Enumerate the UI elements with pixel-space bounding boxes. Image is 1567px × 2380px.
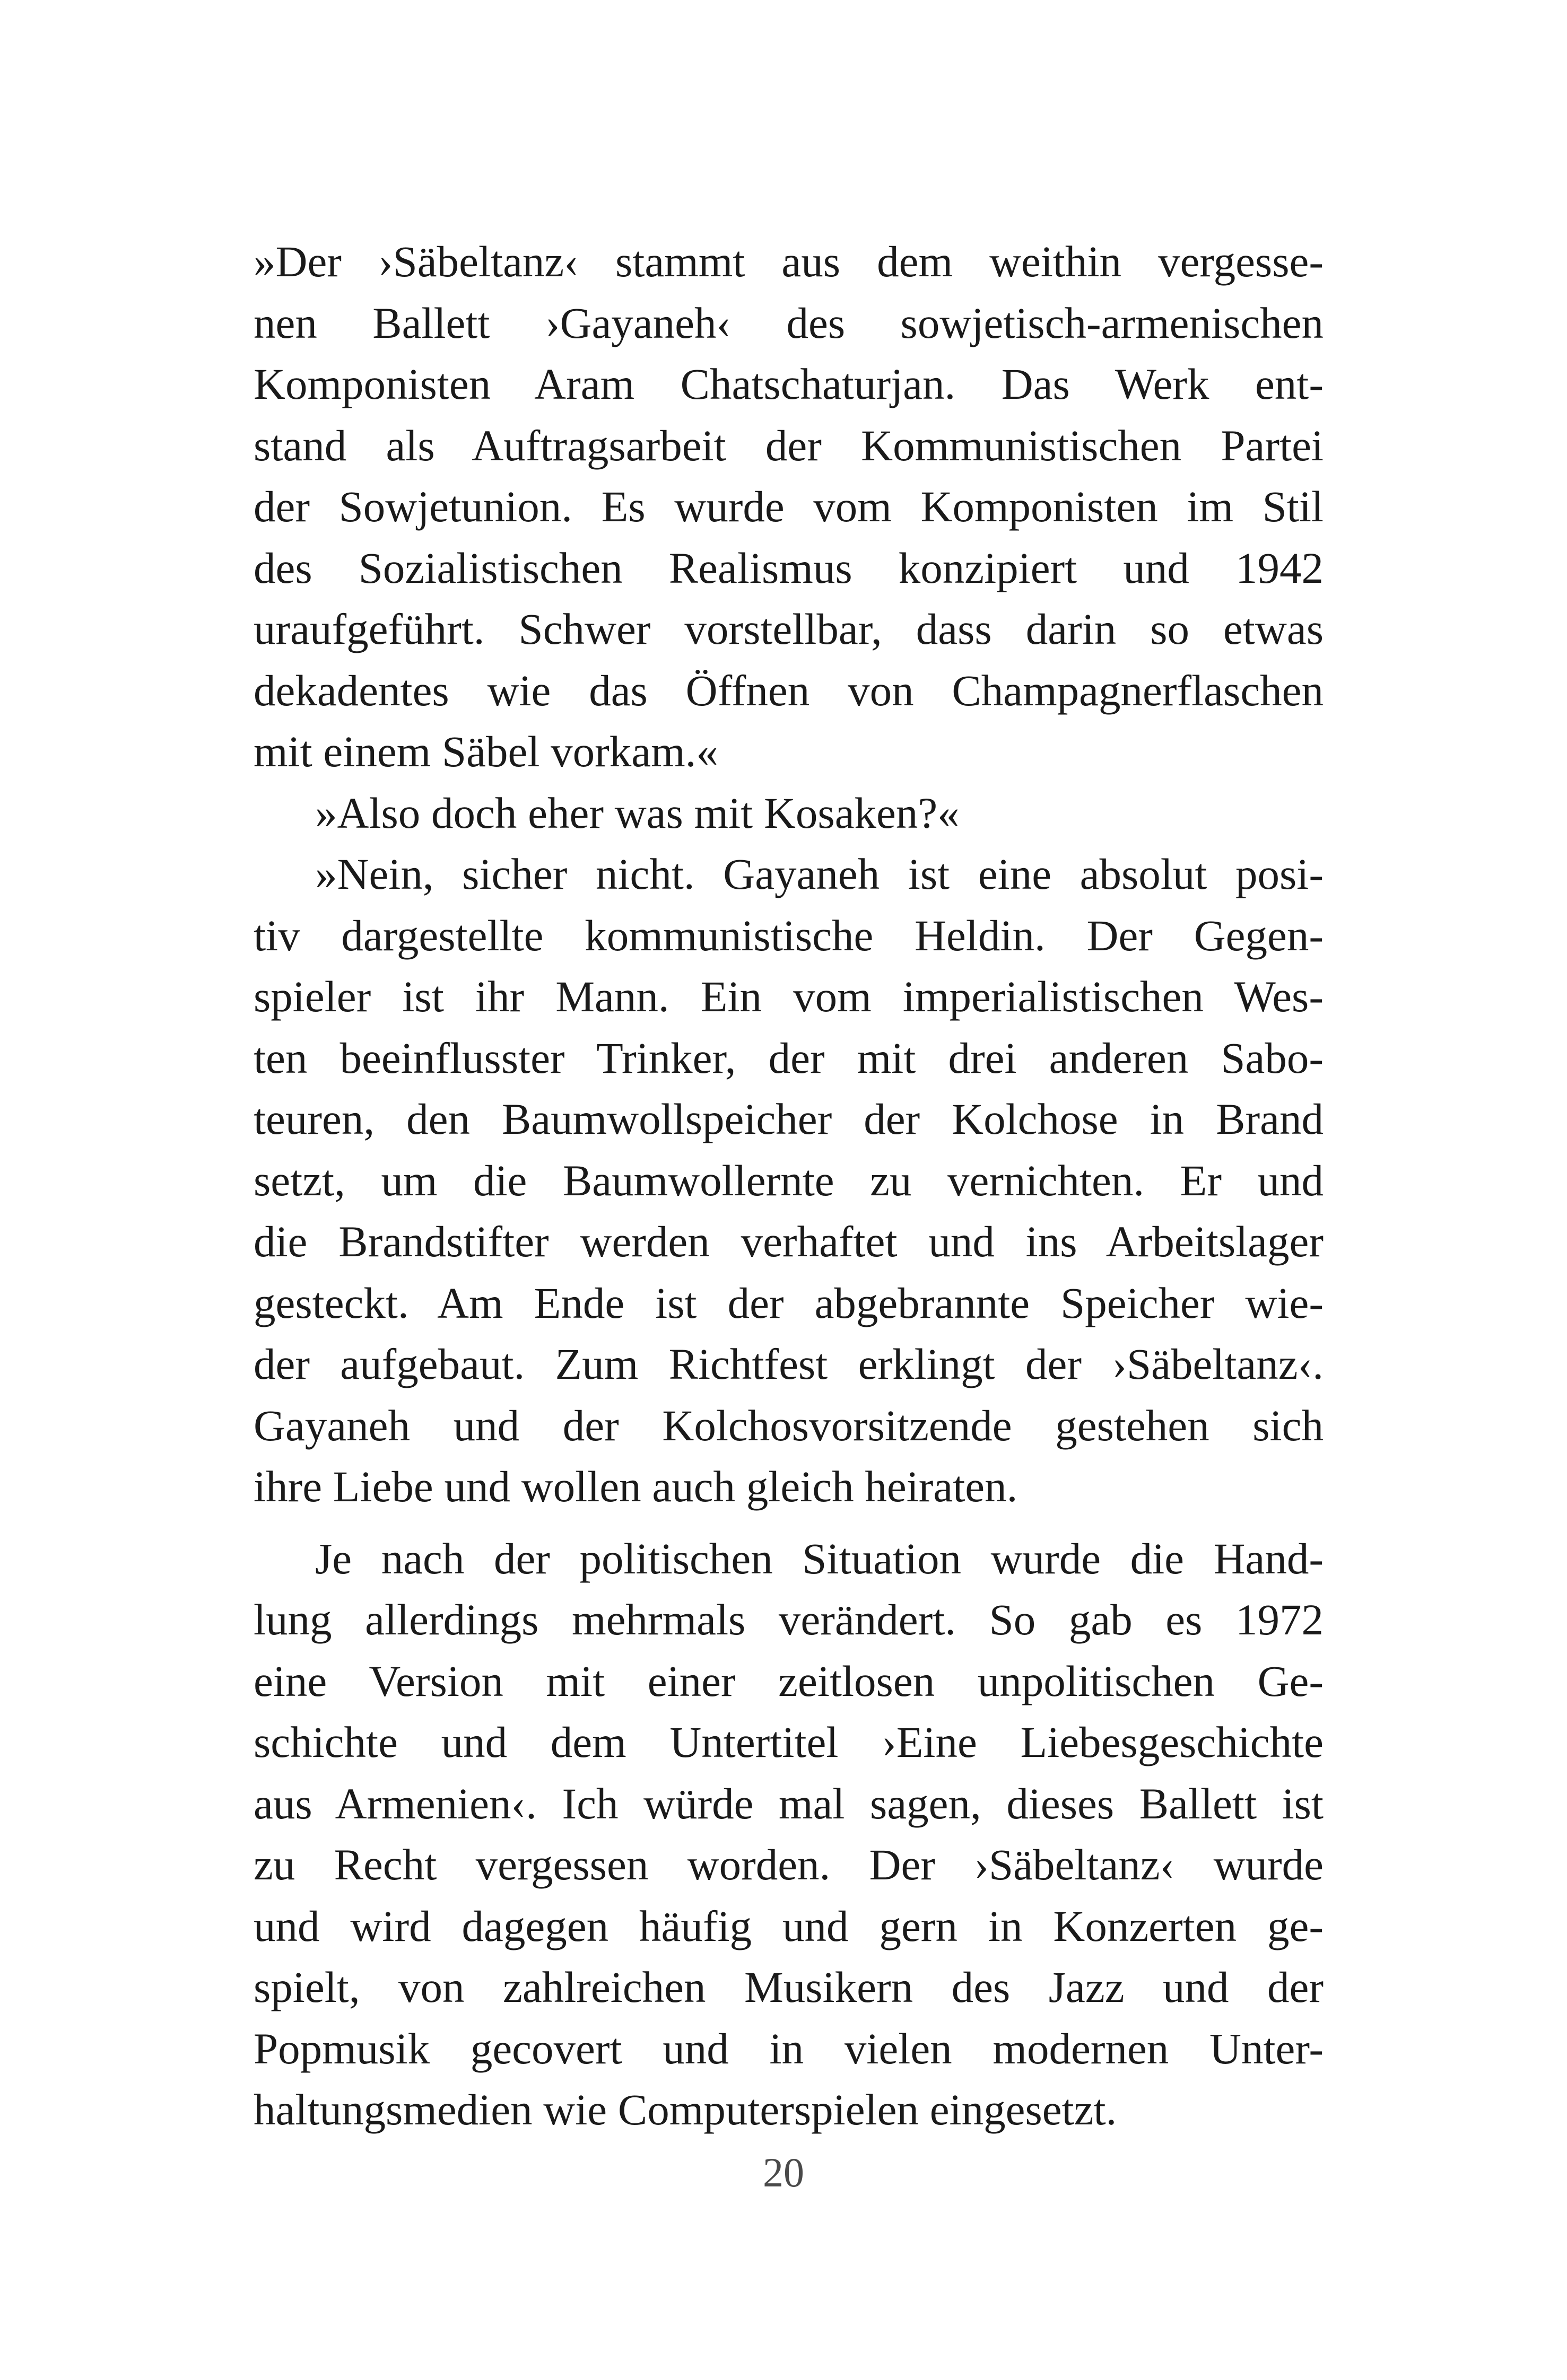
text-line: lung allerdings mehrmals verändert. So gab es 1972 bbox=[254, 1595, 1324, 1644]
text-line: »Der ›Säbeltanz‹ stammt aus dem weithin vergesse- bbox=[254, 237, 1324, 286]
page-number: 20 bbox=[763, 2149, 804, 2195]
text-line: mit einem Säbel vorkam.« bbox=[254, 727, 718, 776]
text-line: stand als Auftragsarbeit der Kommunistischen Partei bbox=[254, 421, 1324, 470]
text-line: die Brandstifter werden verhaftet und ins Arbeitslager bbox=[254, 1217, 1324, 1266]
text-line: Komponisten Aram Chatschaturjan. Das Werk ent- bbox=[254, 360, 1324, 408]
text-line: des Sozialistischen Realismus konzipiert und 1942 bbox=[254, 543, 1324, 592]
text-line: aus Armenien‹. Ich würde mal sagen, dieses Ballett ist bbox=[254, 1779, 1324, 1828]
text-line: tiv dargestellte kommunistische Heldin. Der Gegen- bbox=[254, 911, 1324, 960]
text-line: uraufgeführt. Schwer vorstellbar, dass darin so etwas bbox=[254, 605, 1324, 653]
text-line: Je nach der politischen Situation wurde die Hand- bbox=[315, 1534, 1324, 1583]
text-line: spieler ist ihr Mann. Ein vom imperialistischen Wes- bbox=[254, 972, 1324, 1021]
text-line: eine Version mit einer zeitlosen unpolitischen Ge- bbox=[254, 1656, 1324, 1705]
text-line: ten beeinflusster Trinker, der mit drei anderen Sabo- bbox=[254, 1033, 1324, 1082]
text-line: Gayaneh und der Kolchosvorsitzende gestehen sich bbox=[254, 1401, 1324, 1450]
text-line: gesteckt. Am Ende ist der abgebrannte Speicher wie- bbox=[254, 1278, 1324, 1327]
text-line: der aufgebaut. Zum Richtfest erklingt der ›Säbeltanz‹. bbox=[254, 1340, 1324, 1388]
text-line: haltungsmedien wie Computerspielen eingesetzt. bbox=[254, 2085, 1117, 2134]
text-line: und wird dagegen häufig und gern in Konzerten ge- bbox=[254, 1901, 1324, 1950]
body-text bbox=[254, 231, 1324, 2141]
text-line: der Sowjetunion. Es wurde vom Komponisten im Stil bbox=[254, 482, 1324, 531]
text-line: spielt, von zahlreichen Musikern des Jazz und der bbox=[254, 1963, 1324, 2011]
text-line: setzt, um die Baumwollernte zu vernichten. Er und bbox=[254, 1156, 1324, 1205]
text-line: Popmusik gecovert und in vielen modernen Unter- bbox=[254, 2024, 1324, 2073]
text-line: schichte und dem Untertitel ›Eine Liebesgeschichte bbox=[254, 1718, 1324, 1766]
text-line: »Nein, sicher nicht. Gayaneh ist eine absolut posi- bbox=[315, 850, 1324, 898]
text-line: dekadentes wie das Öffnen von Champagnerflaschen bbox=[254, 666, 1324, 715]
text-line: »Also doch eher was mit Kosaken?« bbox=[315, 788, 960, 837]
text-line: nen Ballett ›Gayaneh‹ des sowjetisch-armenischen bbox=[254, 298, 1324, 347]
text-line: zu Recht vergessen worden. Der ›Säbeltanz‹ wurde bbox=[254, 1840, 1324, 1889]
text-line: ihre Liebe und wollen auch gleich heiraten. bbox=[254, 1462, 1018, 1511]
text-line: teuren, den Baumwollspeicher der Kolchose in Brand bbox=[254, 1095, 1324, 1143]
